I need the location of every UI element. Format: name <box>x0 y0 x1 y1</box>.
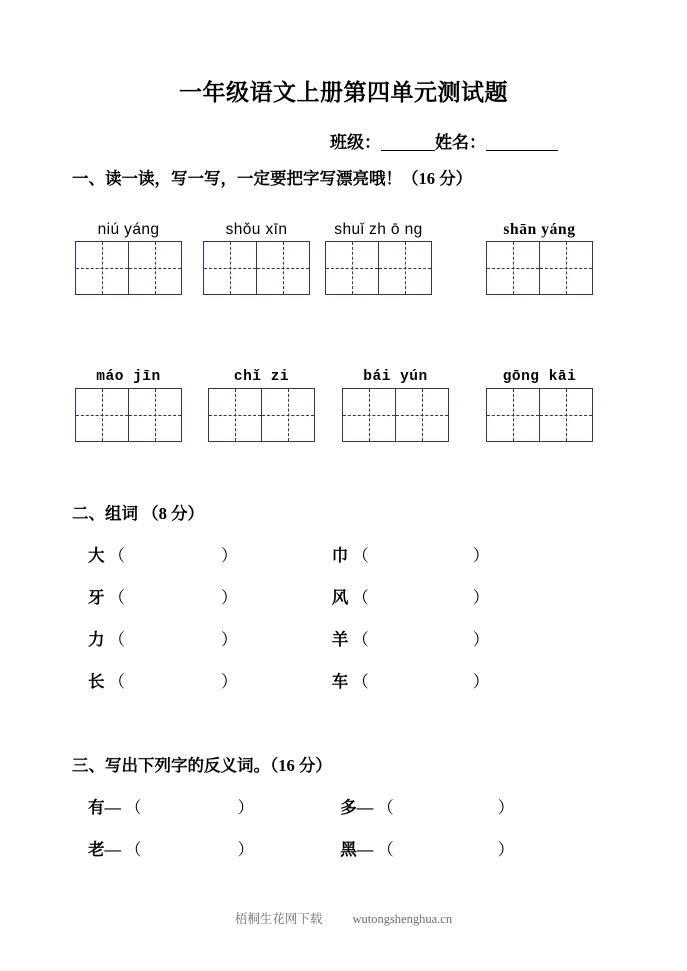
word-build-row <box>88 584 489 608</box>
antonym-row <box>88 794 514 818</box>
pinyin-label: shuǐ zh ō ng <box>334 220 423 238</box>
antonym-item <box>88 794 254 818</box>
grid-cell[interactable] <box>204 242 257 294</box>
paren-open: （ <box>352 546 369 565</box>
prompt-character: 羊 <box>331 630 349 649</box>
word-build-item <box>332 584 490 608</box>
paren-close: ） <box>237 840 254 859</box>
paren-open: （ <box>125 840 142 859</box>
grid-cell[interactable] <box>379 242 431 294</box>
pinyin-label: bái yún <box>363 368 428 385</box>
word-build-item <box>332 626 490 650</box>
grid-cell[interactable] <box>326 242 379 294</box>
pinyin-group <box>486 220 593 295</box>
antonym-item <box>88 836 254 860</box>
prompt-character: 牙 <box>88 588 105 607</box>
paren-open: （ <box>108 672 125 691</box>
section2-heading: 二、组词 （8 分） <box>72 504 204 523</box>
grid-cell[interactable] <box>487 389 540 441</box>
paren-open: （ <box>352 630 369 649</box>
paren-close: ） <box>221 588 238 607</box>
paren-close: ） <box>472 588 490 607</box>
grid-cell[interactable] <box>343 389 396 441</box>
pinyin-group <box>208 368 315 442</box>
word-build-item <box>332 668 490 692</box>
grid-cell[interactable] <box>540 389 592 441</box>
paren-open: （ <box>108 588 125 607</box>
prompt-character: 大 <box>88 546 105 565</box>
word-build-row <box>88 668 489 692</box>
student-id-line <box>330 128 558 153</box>
paren-open: （ <box>125 798 142 817</box>
grid-cell[interactable] <box>262 389 314 441</box>
name-input-rule[interactable] <box>486 150 558 151</box>
writing-grid[interactable] <box>75 388 182 442</box>
antonym-item <box>340 794 514 818</box>
pinyin-group <box>486 368 593 442</box>
writing-grid[interactable] <box>75 241 182 295</box>
grid-cell[interactable] <box>129 242 181 294</box>
section1-heading: 一、读一读，写一写，一定要把字写漂亮哦！（16 分） <box>72 169 473 188</box>
pinyin-label: gōng kāi <box>502 368 577 385</box>
prompt-character: 巾 <box>331 546 349 565</box>
paren-close: ） <box>497 840 515 859</box>
word-build-row <box>88 542 489 566</box>
grid-cell[interactable] <box>76 242 129 294</box>
pinyin-label: chǐ zi <box>233 368 290 385</box>
paren-open: （ <box>377 840 394 859</box>
prompt-character: 力 <box>88 630 105 649</box>
paren-close: ） <box>472 672 490 691</box>
word-build-row <box>88 626 489 650</box>
pinyin-group <box>75 220 182 295</box>
prompt-character: 老— <box>88 840 121 859</box>
prompt-character: 有— <box>88 798 121 817</box>
grid-cell[interactable] <box>76 389 129 441</box>
prompt-character: 多— <box>340 798 374 817</box>
grid-cell[interactable] <box>257 242 309 294</box>
paren-close: ） <box>221 546 238 565</box>
class-label: 班级： <box>330 133 381 152</box>
paren-open: （ <box>352 588 369 607</box>
grid-cell[interactable] <box>396 389 448 441</box>
pinyin-group <box>325 220 432 295</box>
name-label: 姓名： <box>435 133 486 152</box>
antonym-row <box>88 836 514 860</box>
paren-close: ） <box>472 630 490 649</box>
prompt-character: 黑— <box>340 840 374 859</box>
paren-close: ） <box>221 672 238 691</box>
grid-cell[interactable] <box>540 242 592 294</box>
paren-open: （ <box>352 672 369 691</box>
writing-grid[interactable] <box>342 388 449 442</box>
pinyin-label: niú yáng <box>97 220 160 238</box>
word-build-item <box>88 584 238 608</box>
paren-open: （ <box>377 798 394 817</box>
grid-cell[interactable] <box>209 389 262 441</box>
class-input-rule[interactable] <box>381 150 435 151</box>
prompt-character: 风 <box>331 588 349 607</box>
page-title: 一年级语文上册第四单元测试题 <box>179 80 508 105</box>
grid-cell[interactable] <box>487 242 540 294</box>
pinyin-label: máo jīn <box>96 368 161 385</box>
footer-site-url: wutongshenghua.cn <box>352 912 453 926</box>
page-footer <box>0 909 687 927</box>
writing-grid[interactable] <box>486 388 593 442</box>
writing-grid[interactable] <box>486 241 593 295</box>
pinyin-label: shān yáng <box>503 220 576 238</box>
pinyin-group <box>342 368 449 442</box>
antonym-item <box>340 836 514 860</box>
paren-close: ） <box>472 546 490 565</box>
writing-grid[interactable] <box>208 388 315 442</box>
writing-grid[interactable] <box>203 241 310 295</box>
pinyin-group <box>75 368 182 442</box>
paren-close: ） <box>221 630 238 649</box>
footer-site-name: 梧桐生花网下载 <box>234 912 323 926</box>
word-build-item <box>332 542 490 566</box>
section3-heading: 三、写出下列字的反义词。（16 分） <box>72 756 332 775</box>
word-build-item <box>88 668 238 692</box>
word-build-item <box>88 626 238 650</box>
paren-close: ） <box>497 798 515 817</box>
paren-open: （ <box>108 630 125 649</box>
pinyin-label: shǒu xīn <box>225 220 288 238</box>
writing-grid[interactable] <box>325 241 432 295</box>
pinyin-group <box>203 220 310 295</box>
paren-open: （ <box>108 546 125 565</box>
word-build-item <box>88 542 238 566</box>
paren-close: ） <box>237 798 254 817</box>
grid-cell[interactable] <box>129 389 181 441</box>
prompt-character: 长 <box>88 672 105 691</box>
prompt-character: 车 <box>331 672 349 691</box>
